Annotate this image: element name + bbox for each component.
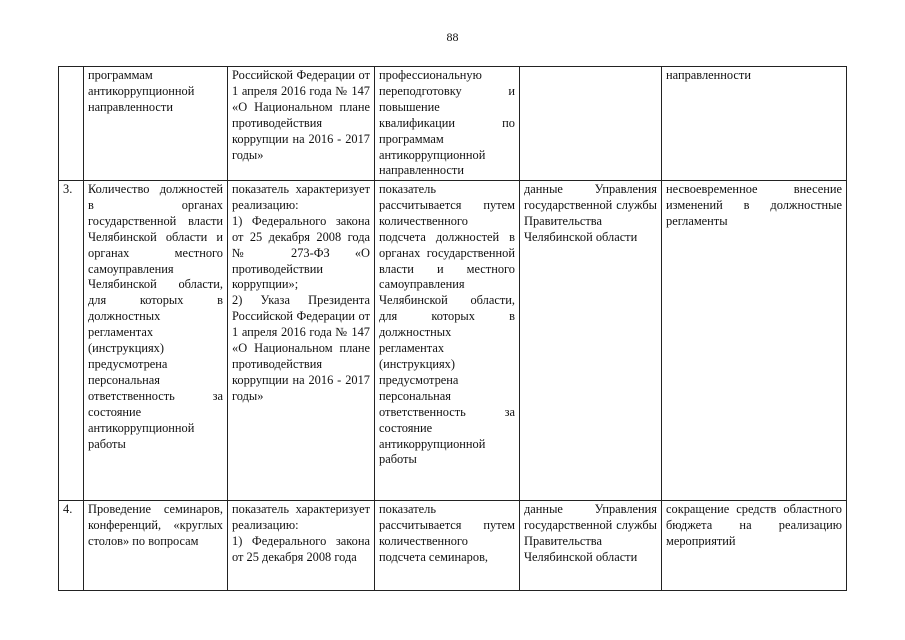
row-number: 3. xyxy=(59,181,84,501)
indicator-name: Проведение семинаров, конференций, «круглых столов» по вопросам xyxy=(84,501,228,591)
method-paragraph: 1) Федерального закона от 25 декабря 2008 года xyxy=(232,533,370,564)
row-number: 4. xyxy=(59,501,84,591)
indicator-risk: сокращение средств областного бюджета на реализацию мероприятий xyxy=(662,501,847,591)
indicator-method xyxy=(228,181,375,501)
table-row xyxy=(59,181,847,501)
indicator-source xyxy=(520,67,662,181)
row-number xyxy=(59,67,84,181)
table-row xyxy=(59,67,847,181)
indicator-method: Российской Федерации от 1 апреля 2016 года № 147 «О Национальном плане противодействия коррупции на 2016 - 2017 годы» xyxy=(228,67,375,181)
indicator-name: программам антикоррупционной направленности xyxy=(84,67,228,181)
method-paragraph: показатель характеризует реализацию: xyxy=(232,182,370,212)
indicator-source: данные Управления государственной службы Правительства Челябинской области xyxy=(520,181,662,501)
indicator-source: данные Управления государственной службы Правительства Челябинской области xyxy=(520,501,662,591)
indicator-calculation: показатель рассчитывается путем количественного подсчета семинаров, xyxy=(375,501,520,591)
method-paragraph: 2) Указа Президента Российской Федерации от 1 апреля 2016 года № 147 «О Национальном плане противодействия коррупции на 2016 - 2017 годы» xyxy=(232,293,370,403)
method-paragraph: 1) Федерального закона от 25 декабря 2008 года № 273-ФЗ «О противодействии коррупции»; xyxy=(232,213,370,292)
indicator-calculation: профессиональную переподготовку и повышение квалификации по программам антикоррупционной направленности xyxy=(375,67,520,181)
indicator-method xyxy=(228,501,375,591)
indicator-risk: несвоевременное внесение изменений в должностные регламенты xyxy=(662,181,847,501)
method-paragraph: показатель характеризует реализацию: xyxy=(232,502,370,532)
indicator-risk: направленности xyxy=(662,67,847,181)
indicators-table xyxy=(58,66,847,591)
indicator-calculation: показатель рассчитывается путем количественного подсчета должностей в органах государственной власти и местного самоуправления Челябинской области, для которых в должностных регламентах (инструкциях) предусмотрена персональная ответственность за состояние антикоррупционной работы xyxy=(375,181,520,501)
indicator-name: Количество должностей в органах государственной власти Челябинской области и органах местного самоуправления Челябинской области, для которых в должностных регламентах (инструкциях) предусмотрена персональная ответственность за состояние антикоррупционной работы xyxy=(84,181,228,501)
page-number: 88 xyxy=(446,30,459,44)
table-row xyxy=(59,501,847,591)
